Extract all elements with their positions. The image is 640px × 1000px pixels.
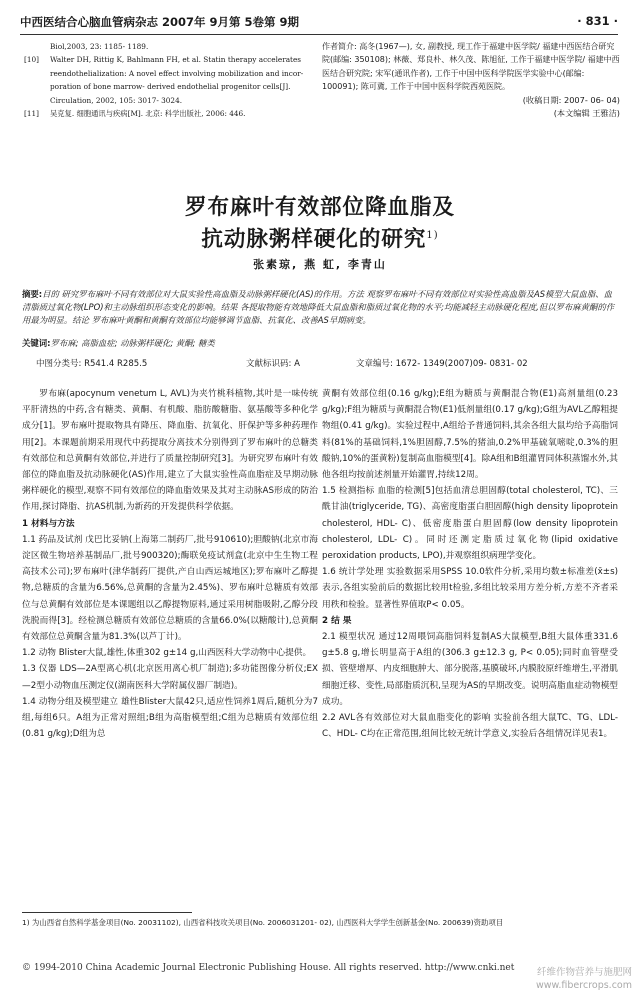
paragraph: 1.4 动物分组及模型建立 雄性Blister大鼠42只,适应性饲养1周后,随机分为7组,每组6只。A组为正常对照组;B组为高脂模型组;C组为总糖质有效部位组(0.81 g/kg);D组为总: [22, 696, 318, 740]
keywords: [22, 337, 620, 349]
watermark-line-2: www.fibercrops.com: [535, 980, 632, 991]
funding-footnote: 1) 为山西省自然科学基金项目(No. 20031102), 山西省科技攻关项目(No. 2006031201- 02), 山西医科大学学生创新基金(No. 200639)资助项目: [22, 918, 504, 927]
article-title-line-2: [0, 222, 640, 253]
section-heading: 1 材料与方法: [22, 518, 75, 529]
reference-line: [10] Walter DH, Rittig K, Bahlmann FH, et al. Statin therapy accelerates: [24, 55, 302, 65]
paragraph: 1.2 动物 Blister大鼠,雄性,体重302 g±14 g,山西医科大学动物中心提供。: [22, 648, 312, 659]
author-info-block: [322, 40, 620, 120]
page-number: · 831 ·: [577, 14, 618, 28]
body-column-left: [22, 386, 318, 742]
document-code: 文献标识码: A: [246, 359, 300, 369]
paragraph: 罗布麻(apocynum venetum L, AVL)为夹竹桃科植物,其叶是一味传统平肝清热的中药,含有糖类、黄酮、有机酸、脂肪酸糖脂、氨基酸等多种化学成分[1]。罗布麻叶提取物具有降压、降血脂、抗氧化、肝保护等多种药理作用[2]。本课题前期采用现代中药提取分离技术分别得到了罗布麻叶的总糖类有效部位和总黄酮有效部位,并进行了质量控制研究[3]。为研究罗布麻叶有效部位的降血脂及抗动脉硬化(AS)作用,建立了大鼠实验性高血脂症及早期动脉粥样硬化的模型,观察不同有效部位的降血脂效果及其对主动脉AS形成的防治作用,探讨降脂、抗AS机制,为新药的开发提供科学依据。: [22, 389, 318, 513]
section-heading: 2 结 果: [322, 615, 352, 626]
reference-line: Circulation, 2002, 105: 3017- 3024.: [50, 95, 183, 105]
journal-name: 中西医结合心脑血管病杂志 2007年 9月第 5卷第 9期: [20, 15, 300, 29]
keywords-label: 关键词:: [22, 338, 51, 348]
site-watermark: [536, 966, 632, 992]
paragraph: 黄酮有效部位组(0.16 g/kg);E组为糖质与黄酮混合物(E1)高剂量组(0.23 g/kg);F组为糖质与黄酮混合物(E1)低剂量组(0.17 g/kg);G组为AVL乙醇粗提物组(0.41 g/kg)。实验过程中,A组给予普通饲料,其余各组大鼠均给予高脂饲料(81%的基础饲料,1%胆固醇,7.5%的猪油,0.2%甲基硫氧嘧啶,0.3%的胆酸钠,10%的蛋黄粉)复制高血脂模型[4]。除A组和B组灌胃同体积蒸馏水外,其他各组均按前述剂量开始灌胃,持续12周。: [322, 389, 618, 481]
paragraph: 1.6 统计学处理 实验数据采用SPSS 10.0软件分析,采用均数±标准差(x̄±s)表示,各组实验前后的数据比较用t检验,多组比较采用方差分析,方差不齐者采用秩和检验。显著性界值取P< 0.05。: [322, 567, 618, 610]
paragraph: 1.5 检测指标 血脂的检测[5]包括血清总胆固醇(total cholesterol, TC)、三酰甘油(triglyceride, TG)、高密度脂蛋白胆固醇(high density lipoprotein cholesterol, HDL- C)、低密度脂蛋白胆固醇(low density lipoprotein cholesterol, LDL- C)。同时还测定脂质过氧化物(lipid oxidative peroxidation products, LPO),并观察组织病理学变化。: [322, 486, 618, 562]
paragraph: 1.1 药品及试剂 戊巴比妥钠(上海第二制药厂,批号910610);胆酸钠(北京市海淀区微生物培养基制品厂,批号900320);酶联免疫试剂盒(北京中生生物工程高技术公司);罗布麻叶(津华制药厂提供,产自山西运城地区);罗布麻叶乙醇提物,总糖质的含量为6.56%,总黄酮的含量为2.45%)、罗布麻叶总糖质有效部位与总黄酮有效部位是本课题组以乙醇提物原料,通过采用树脂吸附,乙醇分段洗脱而得[3]。经检测总糖质有效部位总糖质的含量66.0%(以糖酸计),总黄酮有效部位总黄酮含量为81.3%(以芦丁计)。: [22, 534, 318, 643]
body-column-right: [322, 386, 618, 742]
received-date: (收稿日期: 2007- 06- 04): [522, 94, 620, 105]
keywords-text: 罗布麻; 高脂血症; 动脉粥样硬化; 黄酮; 糖类: [50, 338, 215, 348]
abstract-label: 摘要:: [22, 289, 43, 299]
abstract: [22, 288, 620, 328]
article-authors: 张素琼, 燕 虹, 李青山: [253, 258, 387, 271]
reference-line: Biol,2003, 23: 1185- 1189.: [50, 42, 149, 51]
abstract-text: 目的 研究罗布麻叶不同有效部位对大鼠实验性高血脂及动脉粥样硬化(AS)的作用。方法 观察罗布麻叶不同有效部位对实验性高血脂及AS模型大鼠血脂、血清脂质过氧化物(LPO)和主动脉组织形态变化的影响。结果 各提取物能有效地降低大鼠血脂和脂质过氧化物的水平;均能减轻主动脉硬化程度,但以罗布麻黄酮的作用最为明显。结论 罗布麻叶黄酮和黄酮有效部位均能够调节血脂、抗氧化、改善AS早期病变。: [22, 289, 615, 326]
reference-line: poration of bone marrow- derived endothelial progenitor cells[J].: [50, 82, 291, 92]
paragraph: 2.1 模型状况 通过12周喂饲高脂饲料复制AS大鼠模型,B组大鼠体重331.6 g±5.8 g,增长明显高于A组的(306.3 g±12.3 g, P< 0.05);同时血管壁受损、管壁增厚、内皮细胞肿大、部分脱落,基膜破坏,内膜胶原纤维增生,平滑肌细胞迁移、变性,局部脂质沉积,呈现为AS的早期改变。说明高脂血症动物模型成功。: [322, 632, 618, 707]
copyright-bar: © 1994-2010 China Academic Journal Electronic Publishing House. All rights reserved. http://www.cnki.net: [22, 963, 515, 973]
article-number: 文章编号: 1672- 1349(2007)09- 0831- 02: [356, 359, 528, 369]
editor-credit: (本文编辑 王雅洁): [553, 108, 620, 119]
page-header: [20, 10, 618, 32]
header-divider: [20, 34, 618, 35]
watermark-line-1: 纤维作物营养与施肥网: [536, 967, 632, 978]
clc-number: 中图分类号: R541.4 R285.5: [36, 359, 148, 369]
reference-line: reendothelialization: A novel effect involving mobilization and incor-: [50, 68, 304, 78]
footnote-divider: [22, 912, 192, 913]
title-footnote-marker: 1): [426, 229, 439, 241]
article-title-line-1: 罗布麻叶有效部位降血脂及: [184, 195, 455, 220]
paragraph: 2.2 AVL各有效部位对大鼠血脂变化的影响 实验前各组大鼠TC、TG、LDL- C、HDL- C均在正常范围,组间比较无统计学意义,实验后各组情况详见表1。: [322, 713, 618, 740]
reference-list: [24, 40, 314, 120]
article-title-text: 抗动脉粥样硬化的研究: [201, 227, 427, 252]
paragraph: 1.3 仪器 LDS—2A型离心机(北京医用离心机厂制造);多功能图像分析仪;EX—2型小动物血压测定仪(湖南医科大学附属仪器厂制造)。: [22, 664, 318, 691]
reference-line: [11] 吴克复. 细胞通讯与疾病[M]. 北京: 科学出版社, 2006: 446.: [24, 109, 246, 119]
author-bio: 作者简介: 高冬(1967—), 女, 副教授, 现工作于福建中医学院/ 福建中西医结合研究院(邮编: 350108); 林薇、郑良朴、林久茂、陈旭征, 工作于福建中医学院/ 福建中西医结合研究院; 宋军(通讯作者), 工作于中国中医科学院医学实验中心(邮编: 100091); 陈可冀, 工作于中国中医科学院西苑医院。: [322, 42, 620, 92]
